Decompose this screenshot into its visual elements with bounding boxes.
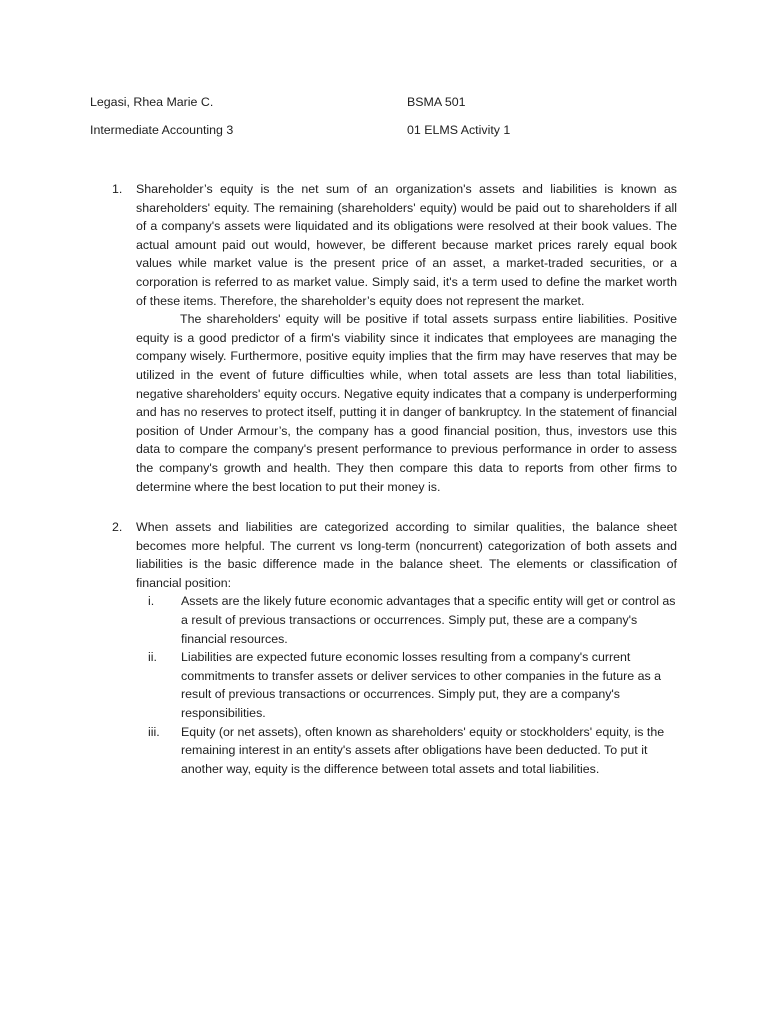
list-item-2 xyxy=(112,518,677,778)
sublist-item-assets xyxy=(136,592,677,648)
subject-title: Intermediate Accounting 3 xyxy=(90,123,234,137)
sublist-item-equity xyxy=(136,723,677,779)
list-item-1 xyxy=(112,180,677,496)
item-number: 1. xyxy=(112,182,123,196)
activity-title: 01 ELMS Activity 1 xyxy=(407,123,511,137)
sublist-text: Liabilities are expected future economic losses resulting from a company's current commitments to transfer assets or deliver services to other companies in the future as a result of previous transactions or occurrences. Simply put, they are a company's responsibilities. xyxy=(181,650,661,720)
roman-numeral: i. xyxy=(148,594,155,609)
item1-paragraph-1: Shareholder’s equity is the net sum of an organization's assets and liabilities is known as shareholders' equity. The remaining (shareholders' equity) would be paid out to shareholders if all of a company's assets were liquidated and its obligations were resolved at their book values. The actual amount paid out would, however, be different because market prices rarely equal book values while market value is the present price of an asset, a market-traded securities, or a corporation is referred to as market value. Simply said, it's a term used to define the market worth of these items. Therefore, the shareholder’s equity does not represent the market. xyxy=(136,182,677,308)
classification-sublist xyxy=(136,592,677,778)
item2-intro: When assets and liabilities are categorized according to similar qualities, the balance sheet becomes more helpful. The current vs long-term (noncurrent) categorization of both assets and liabilities is the basic difference made in the balance sheet. The elements or classification of financial position: xyxy=(136,520,677,590)
roman-numeral: ii. xyxy=(148,650,157,665)
item1-paragraph-2: The shareholders' equity will be positive if total assets surpass entire liabilities. Positive equity is a good predictor of a firm's viability since it indicates that employees are managing the company wisely. Furthermore, positive equity implies that the firm may have reserves that may be utilized in the event of future difficulties while, when total assets are less than total liabilities, negative shareholders' equity occurs. Negative equity indicates that a company is underperforming and has no reserves to protect itself, putting it in danger of bankruptcy. In the statement of financial position of Under Armour’s, the company has a good financial position, thus, investors use this data to compare the company's present performance to previous performance in order to assess the company's growth and health. They then compare this data to reports from other firms to determine where the best location to put their money is. xyxy=(136,312,677,494)
roman-numeral: iii. xyxy=(148,724,160,739)
course-code: BSMA 501 xyxy=(407,95,466,109)
header-row-1 xyxy=(90,93,690,113)
student-name: Legasi, Rhea Marie C. xyxy=(90,95,214,109)
sublist-text: Assets are the likely future economic advantages that a specific entity will get or control as a result of previous transactions or occurrences. Simply put, these are a company's financial resources. xyxy=(181,594,676,646)
sublist-item-liabilities xyxy=(136,648,677,722)
item-number: 2. xyxy=(112,520,123,534)
header-row-2 xyxy=(90,121,690,141)
sublist-text: Equity (or net assets), often known as shareholders' equity or stockholders' equity, is the remaining interest in an entity's assets after obligations have been deducted. To put it another way, equity is the difference between total assets and total liabilities. xyxy=(181,724,665,776)
